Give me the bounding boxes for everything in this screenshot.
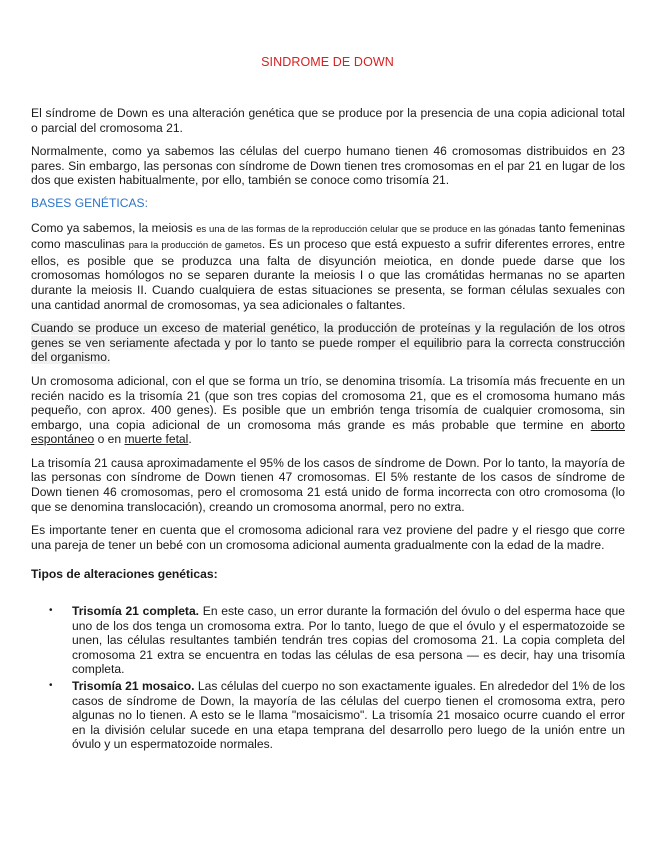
meiosis-text-e: . Es un proceso que está expuesto a sufrir diferentes errores, entre ellos, es posible que se produzca una falta de disyunción meiotica, en donde puede darse que los cromosomas homólogos no se separen durante la meiosis I o que las cromátidas hermanas no se aparten durante la meiosis II. Cuando cualquiera de estas situaciones se presenta, se forman células sexuales con una cantidad anormal de cromosomas, ya sea adicionales o faltantes. bbox=[31, 237, 625, 312]
trisomy-text-end: . bbox=[188, 432, 192, 447]
genetics-paragraph-trisomy bbox=[31, 374, 625, 447]
meiosis-gametes-small: para la producción de gametos bbox=[128, 240, 262, 252]
meiosis-text-a: Como ya sabemos, la meiosis bbox=[31, 220, 197, 235]
type-term: Trisomía 21 mosaico. bbox=[72, 679, 195, 693]
intro-paragraph-2: Normalmente, como ya sabemos las células del cuerpo humano tienen 46 cromosomas distribuidos en 23 pares. Sin embargo, las personas con síndrome de Down tienen tres cromosomas en el par 21 en lugar de los dos que existen habitualmente, por ello, también se conoce como trisomía 21. bbox=[31, 144, 625, 188]
section-heading-bases-geneticas: BASES GENÉTICAS: bbox=[31, 195, 148, 210]
types-list bbox=[31, 604, 625, 752]
bullet-icon: • bbox=[49, 680, 53, 691]
type-description: En este caso, un error durante la formación del óvulo o del esperma hace que uno de los dos tenga un cromosoma extra. Por lo tanto, luego de que el óvulo y el espermatozoide se unen, las células resultantes también tendrán tres copias del cromosoma 21. La copia completa del cromosoma 21 extra se encuentra en todas las células de esa persona — es decir, hay una trisomía completa. bbox=[72, 604, 625, 677]
trisomy-text-mid: o en bbox=[94, 432, 125, 447]
types-heading: Tipos de alteraciones genéticas: bbox=[31, 567, 218, 582]
intro-paragraph-1: El síndrome de Down es una alteración genética que se produce por la presencia de una copia adicional total o parcial del cromosoma 21. bbox=[31, 106, 625, 135]
trisomy-text: Un cromosoma adicional, con el que se forma un trío, se denomina trisomía. La trisomía más frecuente en un recién nacido es la trisomía 21 (que son tres copias del cromosoma 21, que es el cromosoma humano más pequeño, con aprox. 400 genes). Es posible que un embrión tenga trisomía de cualquier cromosoma, sin embargo, una copia adicional de un cromosoma más grande es más probable que termine en bbox=[31, 373, 625, 432]
bullet-icon: • bbox=[49, 605, 53, 617]
link-aborto-espontaneo[interactable]: aborto espontáneo bbox=[31, 417, 625, 447]
list-item-trisomia-mosaico bbox=[31, 679, 625, 752]
meiosis-definition-small: es una de las formas de la reproducción celular que se produce en las gónadas bbox=[196, 223, 536, 235]
genetics-paragraph-risk: Es importante tener en cuenta que el cromosoma adicional rara vez proviene del padre y el riesgo que corre una pareja de tener un bebé con un cromosoma adicional aumenta gradualmente con la edad de la madre. bbox=[31, 523, 625, 552]
genetics-paragraph-95-percent: La trisomía 21 causa aproximadamente el 95% de los casos de síndrome de Down. Por lo tanto, la mayoría de las personas con síndrome de Down tienen 47 cromosomas. El 5% restante de los casos de síndrome de Down tienen 46 cromosomas, pero el cromosoma 21 está unido de forma incorrecta con otro cromosoma (lo que se denomina translocación), creando un cromosoma anormal, pero no extra. bbox=[31, 455, 625, 514]
highlighted-text: Cuando se produce un exceso de material genético, la producción de proteínas y la regulación de los otros genes se ven seriamente afectada y por lo tanto se puede romper el equilibrio para la correcta construcción del organismo. bbox=[31, 321, 625, 365]
link-muerte-fetal[interactable]: muerte fetal bbox=[124, 432, 189, 447]
document-title: SINDROME DE DOWN bbox=[261, 55, 394, 69]
list-item-trisomia-completa bbox=[31, 604, 625, 677]
genetics-paragraph-excess bbox=[31, 321, 625, 365]
document-body bbox=[31, 106, 625, 752]
type-term: Trisomía 21 completa. bbox=[72, 604, 200, 619]
meiosis-text-c: tanto femeninas como masculinas bbox=[31, 220, 625, 252]
genetics-paragraph-meiosis bbox=[31, 221, 625, 313]
type-description: Las células del cuerpo no son exactamente iguales. En alrededor del 1% de los casos de síndrome de Down, la mayoría de las células del cuerpo tienen el cromosoma extra, pero algunas no lo tienen. A esto se le llama "mosaicismo". La trisomía 21 mosaico ocurre cuando el error en la división celular sucede en una etapa temprana del desarrollo pero luego de la unión entre un óvulo y un espermatozoide normales. bbox=[72, 679, 625, 752]
